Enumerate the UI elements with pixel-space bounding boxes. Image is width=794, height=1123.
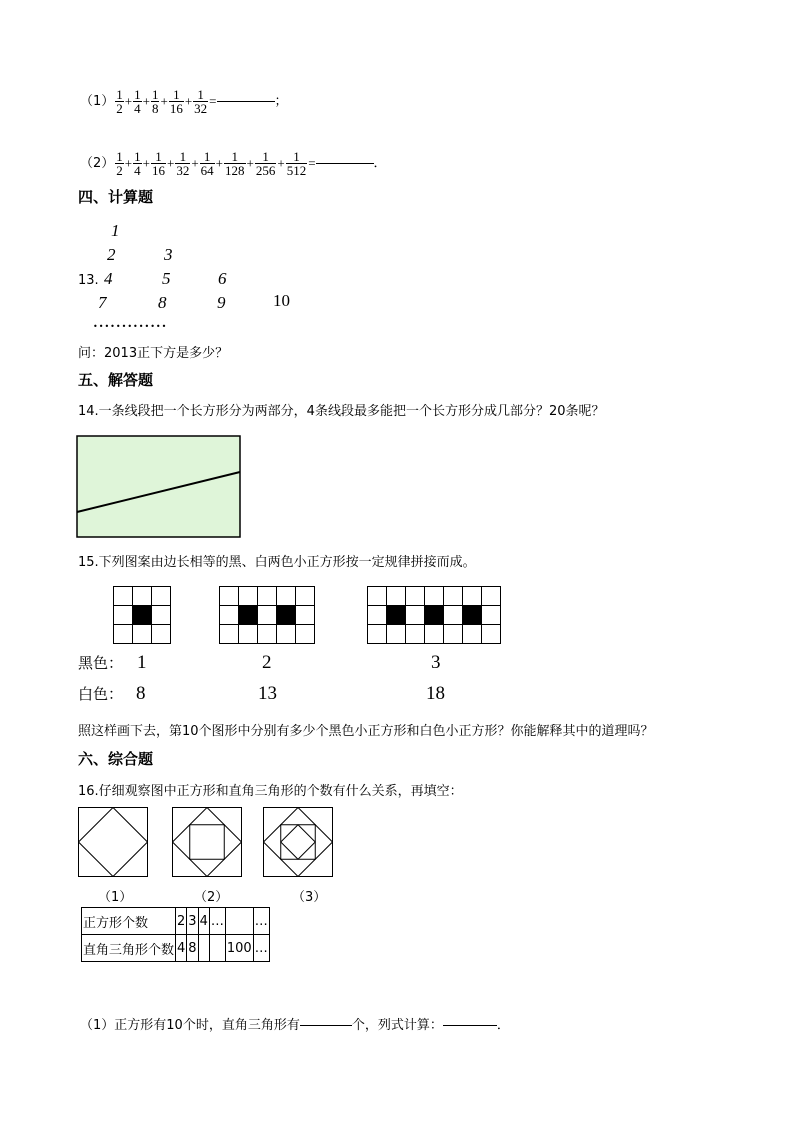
- numerator: 1: [116, 149, 123, 164]
- plus-sign: +: [215, 155, 223, 171]
- section-heading: 四、计算题: [78, 188, 154, 206]
- numerator: 1: [293, 149, 300, 164]
- fraction: [169, 88, 184, 115]
- sub-question-text: （1）正方形有10个时，直角三角形有: [80, 1018, 300, 1033]
- numerator: 1: [231, 149, 238, 164]
- denominator: 4: [134, 163, 141, 178]
- question-text: 15.下列图案由边长相等的黑、白两色小正方形按一定规律拼接而成。: [78, 555, 476, 570]
- plus-sign: +: [246, 155, 254, 171]
- fraction-sum-line-2: [80, 150, 387, 177]
- rectangle: [77, 436, 240, 537]
- fraction: [151, 88, 160, 115]
- figure-caption: （3）: [292, 890, 327, 905]
- equals-sign: =: [308, 155, 316, 171]
- fraction: [151, 150, 166, 177]
- fraction: [133, 150, 142, 177]
- question-text: 16.仔细观察图中正方形和直角三角形的个数有什么关系，再填空：: [78, 784, 463, 799]
- nested-squares-1: [78, 807, 148, 877]
- row-label: 正方形个数: [82, 908, 176, 935]
- answer-blank[interactable]: [443, 1025, 497, 1026]
- numerator: 1: [197, 87, 204, 102]
- fraction: [115, 150, 124, 177]
- numerator: 1: [173, 87, 180, 102]
- table-cell: 3: [187, 908, 198, 935]
- plus-sign: +: [142, 155, 150, 171]
- denominator: 16: [169, 101, 183, 116]
- question-number: 13.: [78, 273, 99, 288]
- black-label: 黑色：: [78, 655, 124, 672]
- plus-sign: +: [124, 93, 133, 109]
- denominator: 32: [176, 163, 190, 178]
- line-end: ；: [274, 94, 288, 109]
- fraction: [286, 150, 308, 177]
- continuation-dots: •••••••••••••: [93, 322, 168, 331]
- count-table: [81, 907, 270, 962]
- fraction: [175, 150, 190, 177]
- rectangle-figure: [76, 435, 242, 539]
- triangle-number: 8: [158, 293, 167, 312]
- black-count: 3: [431, 652, 441, 673]
- triangle-number: 1: [111, 221, 120, 240]
- denominator: 4: [134, 101, 141, 116]
- numerator: 1: [262, 149, 269, 164]
- triangle-number: 3: [164, 245, 173, 264]
- denominator: 2: [116, 101, 123, 116]
- denominator: 256: [255, 163, 276, 178]
- table-cell: …: [209, 908, 225, 935]
- table-cell[interactable]: [209, 935, 225, 962]
- plus-sign: +: [277, 155, 285, 171]
- equals-sign: =: [209, 93, 217, 109]
- denominator: 32: [194, 101, 208, 116]
- fraction: [255, 150, 277, 177]
- triangle-number: 5: [162, 269, 171, 288]
- question-text: 照这样画下去，第10个图形中分别有多少个黑色小正方形和白色小正方形？你能解释其中的道理吗？: [78, 724, 654, 739]
- white-count: 18: [426, 683, 445, 704]
- fraction: [193, 88, 208, 115]
- black-count: 1: [137, 652, 147, 673]
- triangle-number: 6: [218, 269, 227, 288]
- numerator: 1: [151, 87, 159, 102]
- white-label: 白色：: [78, 686, 124, 703]
- denominator: 8: [151, 101, 159, 116]
- plus-sign: +: [191, 155, 199, 171]
- denominator: 16: [151, 163, 165, 178]
- triangle-number: 7: [98, 293, 107, 312]
- figure-caption: （1）: [98, 890, 133, 905]
- table-row: [82, 935, 270, 962]
- row-label: 直角三角形个数: [82, 935, 176, 962]
- table-cell[interactable]: [225, 908, 253, 935]
- fraction: [200, 150, 215, 177]
- table-cell[interactable]: [198, 935, 209, 962]
- denominator: 2: [116, 163, 123, 178]
- table-cell: 4: [198, 908, 209, 935]
- nested-squares-3: [263, 807, 333, 877]
- pattern-2: [219, 586, 315, 644]
- plus-sign: +: [160, 93, 168, 109]
- table-cell: 2: [176, 908, 187, 935]
- question-text: 问：2013正下方是多少？: [78, 346, 229, 361]
- plus-sign: +: [124, 155, 133, 171]
- triangle-number: 4: [104, 269, 113, 288]
- table-cell: …: [253, 908, 269, 935]
- answer-blank[interactable]: [217, 101, 275, 102]
- pattern-3: [367, 586, 501, 644]
- sub-question-text: 个，列式计算：: [351, 1018, 443, 1033]
- black-count: 2: [262, 652, 272, 673]
- denominator: 512: [286, 163, 307, 178]
- triangle-number: 9: [217, 293, 226, 312]
- table-cell: 100: [225, 935, 253, 962]
- plus-sign: +: [166, 155, 175, 171]
- numerator: 1: [134, 87, 141, 102]
- numerator: 1: [203, 149, 211, 164]
- white-count: 13: [258, 683, 277, 704]
- table-cell: 4: [176, 935, 187, 962]
- numerator: 1: [155, 149, 162, 164]
- question-text: 14.一条线段把一个长方形分为两部分，4条线段最多能把一个长方形分成几部分？20条呢？: [78, 404, 605, 419]
- item-prefix: （1）: [80, 94, 115, 109]
- triangle-number: 2: [107, 245, 116, 264]
- fraction: [133, 88, 142, 115]
- denominator: 64: [200, 163, 214, 178]
- answer-blank[interactable]: [300, 1025, 352, 1026]
- sub-question: [80, 1018, 510, 1034]
- line-end: ．: [496, 1018, 510, 1033]
- section-heading: 五、解答题: [78, 371, 154, 389]
- item-prefix: （2）: [80, 156, 115, 171]
- table-row: [82, 908, 270, 935]
- fraction: [115, 88, 124, 115]
- fraction-sum-line-1: [80, 88, 288, 115]
- white-count: 8: [136, 683, 146, 704]
- section-heading: 六、综合题: [78, 750, 154, 768]
- plus-sign: +: [184, 93, 193, 109]
- fraction: [224, 150, 246, 177]
- triangle-number: 10: [273, 291, 290, 310]
- line-end: ．: [373, 156, 387, 171]
- pattern-1: [113, 586, 171, 644]
- denominator: 128: [225, 163, 245, 178]
- table-cell: 8: [187, 935, 198, 962]
- numerator: 1: [116, 87, 123, 102]
- plus-sign: +: [142, 93, 150, 109]
- table-cell: …: [253, 935, 269, 962]
- answer-blank[interactable]: [316, 163, 374, 164]
- numerator: 1: [134, 149, 141, 164]
- numerator: 1: [179, 149, 187, 164]
- figure-caption: （2）: [194, 890, 229, 905]
- nested-squares-2: [172, 807, 242, 877]
